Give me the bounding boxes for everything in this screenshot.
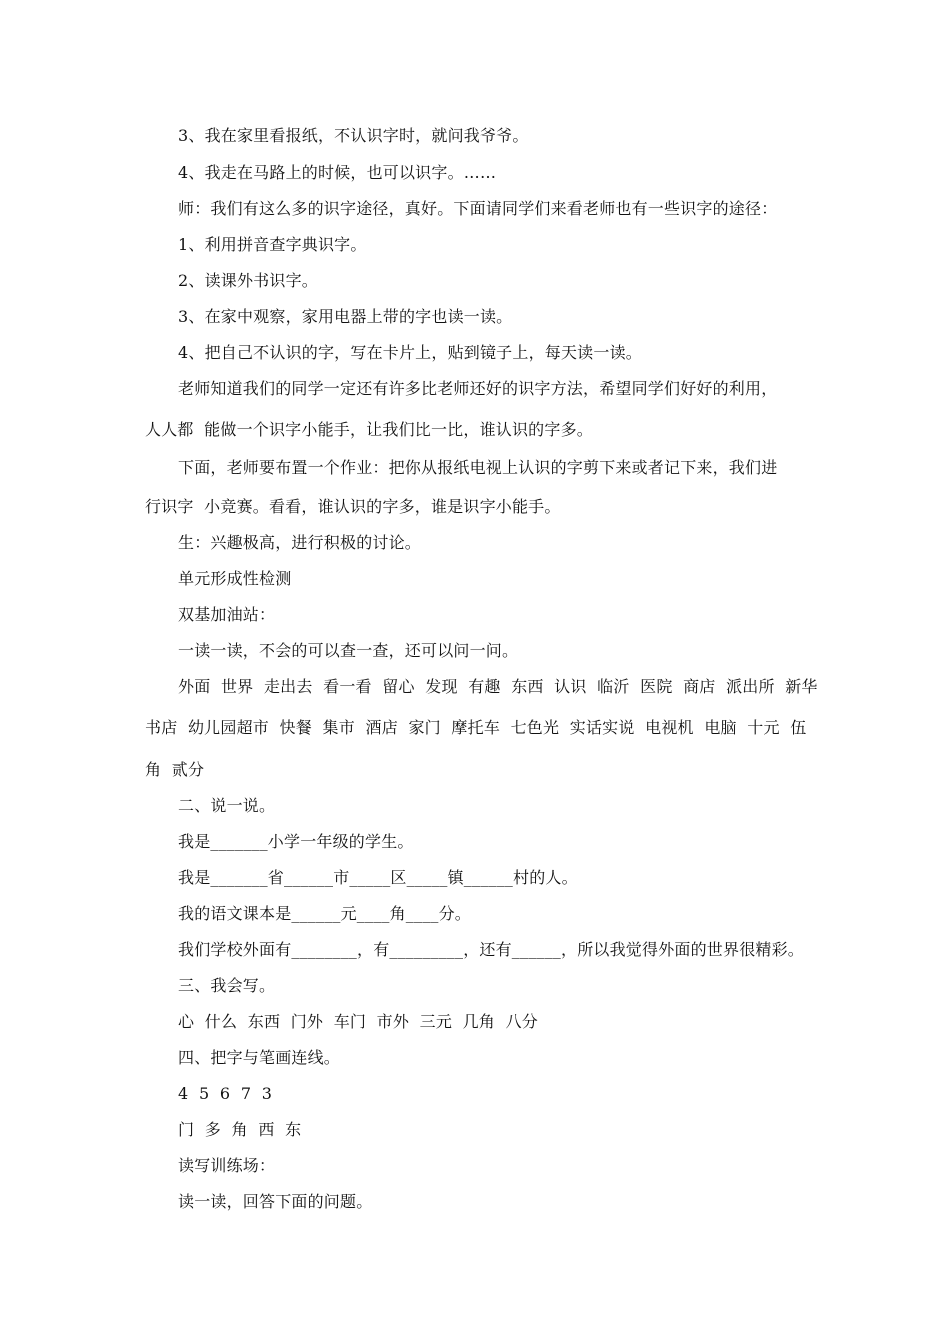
paragraph-line: 3、我在家里看报纸，不认识字时，就问我爷爷。 bbox=[178, 126, 529, 145]
word-list-line: 角 贰分 bbox=[145, 760, 205, 779]
paragraph-line: 行识字 小竞赛。看看，谁认识的字多，谁是识字小能手。 bbox=[145, 497, 561, 516]
paragraph-line: 师：我们有这么多的识字途径，真好。下面请同学们来看老师也有一些识字的途径： bbox=[178, 199, 778, 218]
section-heading: 单元形成性检测 bbox=[178, 569, 292, 588]
paragraph-line: 4、我走在马路上的时候，也可以识字。…… bbox=[178, 163, 497, 182]
section-heading: 双基加油站： bbox=[178, 605, 276, 624]
word-list-line: 外面 世界 走出去 看一看 留心 发现 有趣 东西 认识 临沂 医院 商店 派出所 新华 bbox=[178, 677, 818, 696]
fill-in-line: 我是_______小学一年级的学生。 bbox=[178, 832, 414, 851]
character-row: 门 多 角 西 东 bbox=[178, 1120, 302, 1139]
list-item: 4、把自己不认识的字，写在卡片上，贴到镜子上，每天读一读。 bbox=[178, 343, 642, 362]
word-list-line: 书店 幼儿园超市 快餐 集市 酒店 家门 摩托车 七色光 实话实说 电视机 电脑 十元 伍 bbox=[145, 718, 807, 737]
list-item: 2、读课外书识字。 bbox=[178, 271, 318, 290]
word-list-line: 心 什么 东西 门外 车门 市外 三元 几角 八分 bbox=[178, 1012, 538, 1031]
number-row: 4 5 6 7 3 bbox=[178, 1084, 273, 1103]
paragraph-line: 一读一读，不会的可以查一查，还可以问一问。 bbox=[178, 641, 519, 660]
list-item: 3、在家中观察，家用电器上带的字也读一读。 bbox=[178, 307, 513, 326]
list-item: 1、利用拼音查字典识字。 bbox=[178, 235, 367, 254]
section-heading: 二、说一说。 bbox=[178, 796, 276, 815]
section-heading: 四、把字与笔画连线。 bbox=[178, 1048, 341, 1067]
fill-in-line: 我的语文课本是______元____角____分。 bbox=[178, 904, 472, 923]
paragraph-line: 下面，老师要布置一个作业：把你从报纸电视上认识的字剪下来或者记下来，我们进 bbox=[178, 458, 778, 477]
paragraph-line: 人人都 能做一个识字小能手，让我们比一比，谁认识的字多。 bbox=[145, 420, 593, 439]
paragraph-line: 老师知道我们的同学一定还有许多比老师还好的识字方法，希望同学们好好的利用， bbox=[178, 379, 778, 398]
section-heading: 读写训练场： bbox=[178, 1156, 276, 1175]
paragraph-line: 读一读，回答下面的问题。 bbox=[178, 1192, 373, 1211]
fill-in-line: 我们学校外面有________，有_________，还有______，所以我觉得外面的世界很精彩。 bbox=[178, 940, 805, 959]
paragraph-line: 生：兴趣极高，进行积极的讨论。 bbox=[178, 533, 422, 552]
fill-in-line: 我是_______省______市_____区_____镇______村的人。 bbox=[178, 868, 578, 887]
section-heading: 三、我会写。 bbox=[178, 976, 276, 995]
